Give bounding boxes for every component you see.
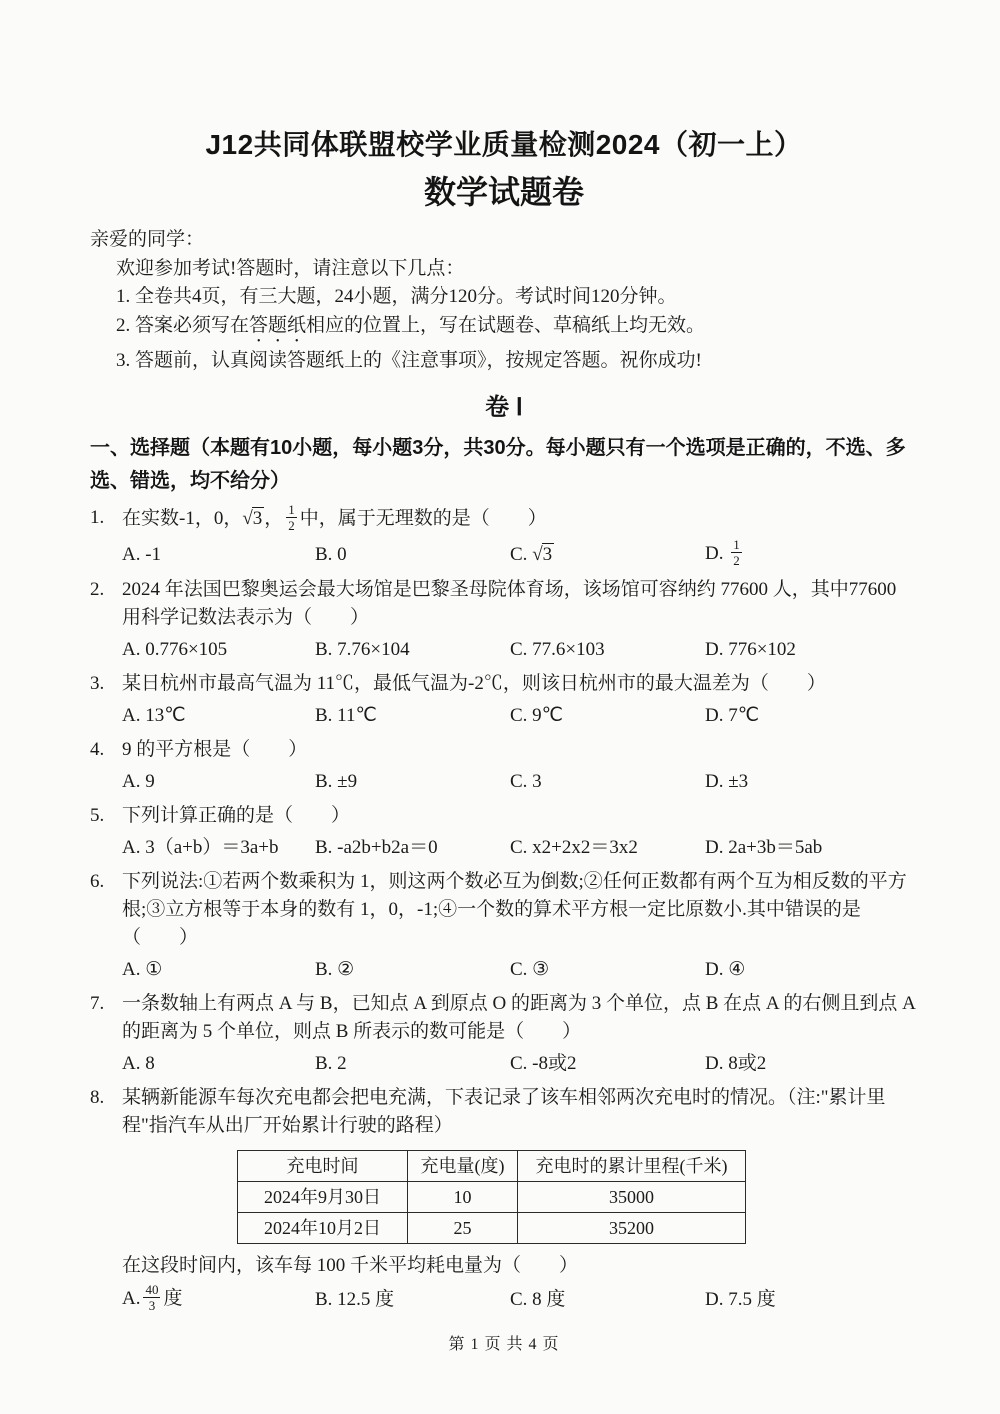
question-number: 5. — [90, 805, 105, 826]
radical-sign: √ — [532, 543, 543, 565]
option-b: B. 11℃ — [315, 705, 377, 726]
option-b: B. 0 — [315, 543, 347, 565]
exam-note — [116, 283, 918, 312]
options-row — [122, 539, 918, 570]
option-c: C. √3 — [510, 543, 553, 565]
radicand: 3 — [252, 507, 263, 529]
table-cell: 35000 — [518, 1182, 746, 1213]
option-c: C. -8或2 — [510, 1053, 577, 1074]
question — [90, 990, 918, 1078]
fraction-denominator: 2 — [288, 518, 295, 533]
table-cell: 2024年9月30日 — [238, 1182, 408, 1213]
question — [90, 802, 918, 862]
question-stem: 2024 年法国巴黎奥运会最大场馆是巴黎圣母院体育场，该场馆可容纳约 77600 人，其中77600 用科学记数法表示为（ ） — [122, 579, 897, 628]
option-a: A. 0.776×105 — [122, 639, 228, 660]
fraction — [143, 1282, 160, 1313]
question — [90, 504, 918, 570]
option-d: D. 2a+3b＝5ab — [705, 837, 823, 858]
fraction-denominator: 2 — [733, 553, 740, 568]
option-c: C. 8 度 — [510, 1288, 566, 1310]
question — [90, 576, 918, 664]
radical-sign: √ — [242, 507, 253, 529]
options-row — [122, 768, 918, 796]
fraction-numerator: 40 — [145, 1282, 159, 1297]
exam-title: J12共同体联盟校学业质量检测2024（初一上） — [205, 129, 803, 160]
option-c: C. 9℃ — [510, 705, 564, 726]
options-row — [122, 1050, 918, 1078]
fraction — [286, 502, 297, 533]
exam-intro: 欢迎参加考试!答题时，请注意以下几点： — [116, 257, 465, 279]
option-d: D. 776×102 — [705, 639, 796, 660]
table-cell: 25 — [408, 1213, 518, 1244]
fraction-denominator: 3 — [148, 1298, 156, 1313]
question-number: 1. — [90, 507, 105, 528]
option-b: B. ±9 — [315, 771, 358, 792]
question-stem: 某日杭州市最高气温为 11℃，最低气温为-2℃，则该日杭州市的最大温差为（ ） — [122, 673, 826, 694]
question-number: 2. — [90, 579, 105, 600]
fraction-numerator: 1 — [288, 502, 295, 517]
note-text: 3. 答题前，认真阅读答题纸上的《注意事项》，按规定答题。祝你成功! — [116, 349, 702, 371]
options-row — [122, 834, 918, 862]
option-b: B. 7.76×104 — [315, 639, 410, 660]
option-c: C. ③ — [510, 959, 550, 980]
note-text: 2. 答案必须写在 — [116, 314, 250, 336]
question-stem: 在实数-1，0，√3 ， $\frac{1}{2}$ 中，属于无理数的是（ ） — [122, 502, 547, 533]
table-row — [238, 1213, 746, 1244]
option-b: B. 12.5 度 — [315, 1288, 395, 1310]
table-header-row — [238, 1151, 746, 1182]
note-text: 相应的位置上，写在试题卷、草稿纸上均无效。 — [306, 314, 706, 336]
volume-header: 卷 Ⅰ — [485, 394, 523, 421]
option-d: D. 7.5 度 — [705, 1288, 776, 1310]
option-b: B. 2 — [315, 1053, 347, 1074]
exam-note — [116, 347, 918, 376]
options-row — [122, 1284, 918, 1315]
question-number: 3. — [90, 673, 105, 694]
sqrt-expression — [532, 544, 554, 565]
question-stem: 某辆新能源车每次充电都会把电充满，下表记录了该车相邻两次充电时的情况。（注:"累计里程"指汽车从出厂开始累计行驶的路程） — [122, 1087, 886, 1136]
question — [90, 736, 918, 796]
option-c: C. x2+2x2＝3x2 — [510, 837, 638, 858]
table-cell: 2024年10月2日 — [238, 1213, 408, 1244]
preamble — [90, 226, 918, 375]
table-cell: 10 — [408, 1182, 518, 1213]
option-a: A. $\frac{40}{3}$ 度 — [122, 1282, 183, 1313]
options-row — [122, 702, 918, 730]
question-stem: 一条数轴上有两点 A 与 B，已知点 A 到原点 O 的距离为 3 个单位，点 B 在点 A 的右侧且到点 A 的距离为 5 个单位，则点 B 所表示的数可能是（ ） — [122, 993, 915, 1042]
option-a: A. 9 — [122, 771, 155, 792]
option-b: B. ② — [315, 959, 355, 980]
section-heading: 一、选择题（本题有10小题，每小题3分，共30分。每小题只有一个选项是正确的，不选、多选、错选，均不给分） — [90, 437, 906, 492]
option-d: D. 8或2 — [705, 1053, 767, 1074]
exam-note — [116, 312, 918, 347]
salutation: 亲爱的同学： — [90, 229, 205, 250]
question-number: 6. — [90, 871, 105, 892]
table-header-cell: 充电时间 — [238, 1151, 408, 1182]
option-a: A. 13℃ — [122, 705, 186, 726]
question-post-text: 在这段时间内，该车每 100 千米平均耗电量为（ ） — [122, 1255, 579, 1276]
option-b: B. -a2b+b2a＝0 — [315, 837, 438, 858]
question-stem: 下列计算正确的是（ ） — [122, 805, 351, 826]
table-cell: 35200 — [518, 1213, 746, 1244]
question — [90, 1084, 918, 1315]
fraction-numerator: 1 — [733, 537, 740, 552]
option-d: D. $\frac{1}{2}$ — [705, 537, 740, 568]
option-d: D. ④ — [705, 959, 746, 980]
notes-list — [90, 283, 918, 375]
options-row — [122, 636, 918, 664]
option-d: D. 7℃ — [705, 705, 760, 726]
question-number: 4. — [90, 739, 105, 760]
option-a: A. 8 — [122, 1053, 155, 1074]
note-text: 1. 全卷共4页，有三大题，24小题，满分120分。考试时间120分钟。 — [116, 286, 677, 307]
question — [90, 670, 918, 730]
charging-table — [237, 1150, 746, 1244]
question-number: 7. — [90, 993, 105, 1014]
question-stem: 下列说法:①若两个数乘积为 1，则这两个数必互为倒数;②任何正数都有两个互为相反数的平方根;③立方根等于本身的数有 1，0，-1;④一个数的算术平方根一定比原数小.其中错误的是（ ） — [122, 871, 907, 948]
question-number: 8. — [90, 1087, 105, 1108]
fraction — [731, 537, 742, 568]
note-emphasized-text: 答题纸 — [249, 314, 307, 336]
option-a: A. ① — [122, 959, 163, 980]
option-c: C. 3 — [510, 771, 542, 792]
table-header-cell: 充电量(度) — [408, 1151, 518, 1182]
question — [90, 868, 918, 984]
paper-title: 数学试题卷 — [423, 174, 584, 210]
table-header-cell: 充电时的累计里程(千米) — [518, 1151, 746, 1182]
sqrt-expression — [242, 508, 264, 529]
option-a: A. -1 — [122, 543, 162, 565]
option-c: C. 77.6×103 — [510, 639, 605, 660]
option-d: D. ±3 — [705, 771, 749, 792]
table-row — [238, 1182, 746, 1213]
questions-list — [90, 504, 918, 1315]
question-stem: 9 的平方根是（ ） — [122, 739, 308, 760]
radicand: 3 — [542, 543, 553, 565]
option-a: A. 3（a+b）＝3a+b — [122, 837, 279, 858]
page-number: 第 1 页 共 4 页 — [448, 1336, 560, 1353]
options-row — [122, 956, 918, 984]
